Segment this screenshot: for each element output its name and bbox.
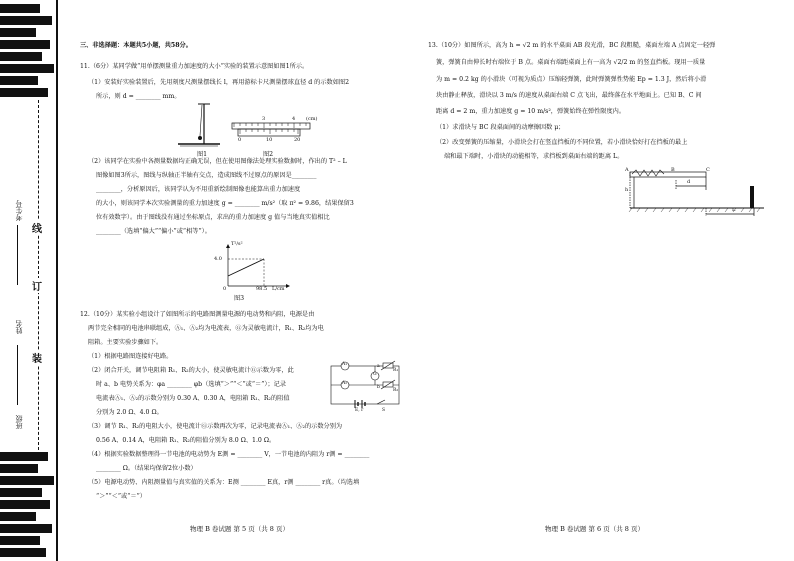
fig2-caption: 图2 (263, 151, 274, 158)
fig1-caption: 图1 (197, 151, 208, 158)
binding-stripe (0, 88, 48, 97)
node-a-label: a (377, 364, 380, 369)
caliper-unit: (cm) (306, 116, 318, 122)
height-h-label: h (625, 187, 629, 193)
point-a-label: A (625, 167, 629, 173)
table-spring-diagram (618, 164, 768, 226)
vernier-tick: 20 (294, 137, 301, 143)
resistor-r2-label: R₂ (393, 388, 399, 393)
q13-line: 距离 d = 2 m，重力加速度 g = 10 m/s²，弹簧始终在弹性限度内。 (436, 108, 626, 115)
binding-stripe (0, 76, 38, 85)
q11-line: 11.（6分）某同学做“用单摆测量重力加速度的大小”实验的装置示意图如图1所示。 (80, 63, 309, 70)
graph-y-value: 4.0 (214, 256, 222, 262)
node-b-label: b (377, 385, 380, 390)
binding-stripe (0, 64, 54, 73)
blank-line (17, 225, 18, 285)
point-c-label: C (706, 167, 710, 173)
binding-stripe (0, 500, 50, 509)
q12-line: 两节完全相同的电池串联组成，Ⓐ₁、Ⓐ₂均为电流表，Ⓖ为灵敏电流计，R₁、R₂均为电 (88, 325, 324, 332)
caliper-tick: 4 (292, 116, 296, 122)
caliper-tick: 3 (262, 116, 266, 122)
q12-line: （5）电源电动势、内阻测量值与真实值的关系为：E测 ________ E真，r测 ________ r真。（均选填 (88, 479, 360, 486)
q12-line: 时 a、b 电势关系为：φa ________ φb（选填“＞”“＜”或“＝”）；记录 (96, 381, 287, 388)
q13-line: （2）改变弹簧的压缩量，小滑块会打在竖直挡板的不同位置，若小滑块恰好打在挡板的最上 (436, 139, 688, 146)
binding-stripe (0, 488, 42, 497)
q11-line: 位有效数字）。由于图线没有通过坐标原点，求出的重力加速度 g 值与当地真实值相比 (96, 214, 330, 221)
graph-origin: 0 (223, 286, 227, 292)
distance-d-label: d (687, 179, 691, 185)
q11-line: （1）安装好实验装置后，先用刻度尺测量摆线长 l，再用游标卡尺测量摆球直径 d 的示数如图2 (88, 79, 350, 86)
q12-line: ________ Ω。（结果均保留2位小数） (96, 465, 197, 472)
q12-line: 电流表Ⓐ₁、Ⓐ₂的示数分别为 0.30 A、0.30 A，电阻箱 R₁、R₂的阻值 (96, 395, 290, 402)
page-footer-left: 物理 B 卷试题 第 5 页（共 8 页） (190, 525, 290, 533)
q12-line: 分别为 2.0 Ω、4.0 Ω。 (96, 409, 163, 416)
binding-stripe (0, 512, 36, 521)
q12-line: （1）根据电路图连接好电路。 (88, 353, 173, 360)
point-b-label: B (671, 167, 675, 173)
blank-line (17, 345, 18, 405)
ammeter-a2-label: A₂ (342, 381, 348, 386)
q11-line: 的大小，则该同学本次实验测量的重力加速度 g = ________ m/s²（取 π² = 9.86，结果保留3 (96, 200, 354, 207)
binding-stripe (0, 464, 38, 473)
q12-line: （4）根据实验数据整理得一节电池的电动势为 E测 = ________ V，一节电池的内阻为 r测 = ________ (88, 451, 370, 458)
graph-ylabel: T²/s² (231, 241, 243, 247)
q12-line: “＞”“＜”或“＝”） (96, 493, 146, 500)
q11-line: （2）该同学在实验中各测量数据均正确无误，但在使用图像法处理实验数据时，作出的 T² – L (88, 158, 347, 165)
binding-stripe (0, 524, 52, 533)
zhuang-char: 装 (32, 350, 42, 365)
binding-stripe (0, 4, 40, 13)
binding-stripe (0, 548, 46, 557)
section-heading: 三、非选择题：本题共5小题，共58分。 (80, 42, 192, 49)
vernier-tick: 10 (266, 137, 273, 143)
q13-line: 块由静止释放，滑块以 3 m/s 的速度从桌面右端 C 点飞出，最终落在水平地面上。已知 B、C 间 (436, 92, 702, 99)
pendulum-figure (170, 100, 230, 152)
binding-margin (0, 0, 58, 561)
binding-stripe (0, 476, 54, 485)
vernier-tick: 0 (238, 137, 242, 143)
ding-char: 订 (32, 278, 42, 293)
binding-stripe (0, 16, 52, 25)
q11-line: ________（选填“偏大”“偏小”或“相等”）。 (96, 228, 211, 235)
fig3-caption: 图3 (234, 295, 245, 302)
q12-line: （3）调节 R₁、R₂的电阻大小，使电流计Ⓖ示数再次为零，记录电流表Ⓐ₁、Ⓐ₂的示数分别为 (88, 423, 343, 430)
binding-stripe (0, 452, 48, 461)
kaosheng-label: 考生号 (15, 200, 23, 221)
cut-line (38, 100, 39, 450)
q11-line: 图像如图3所示，图线与纵轴正半轴有交点，造成图线不过原点的原因是________ (96, 172, 317, 179)
q12-line: （2）闭合开关，调节电阻箱 R₁、R₂的大小，使灵敏电流计Ⓖ示数为零，此 (88, 367, 294, 374)
graph-xlabel: L/cm (272, 286, 285, 292)
binding-stripe (0, 40, 50, 49)
q13-line: 13.（10分）如图所示，高为 h = √2 m 的水平桌面 AB 段光滑，BC 段粗糙，桌面左端 A 点固定一轻弹 (428, 42, 716, 49)
q13-line: 为 m = 0.2 kg 的小滑块（可视为质点）压缩轻弹簧，此时弹簧弹性势能 Ep = 1.3 J，然后将小滑 (436, 76, 707, 83)
q11-line: 所示，则 d = ________ mm。 (96, 93, 181, 100)
graph-x-value: 98.5 (256, 286, 268, 292)
q12-line: 12.（10分）某实验小组设计了如图所示的电路图测量电源的电动势和内阻，电源是由 (80, 311, 315, 318)
q11-line: ________，分析原因后，该同学认为不用重新绘制图像也能算出重力加速度 (96, 186, 301, 193)
q13-line: 簧，弹簧自由伸长时右端位于 B 点。桌面右端距桌面上有一高为 √2/2 m 的竖直挡板。现用一质量 (436, 59, 706, 66)
caliper-figure (228, 116, 318, 150)
xian-char: 线 (32, 220, 42, 235)
banji-label: 班级 (15, 415, 23, 429)
t2-l-graph (214, 242, 294, 292)
distance-l-label: L (732, 207, 736, 213)
xingming-label: 姓名 (15, 320, 23, 334)
galvanometer-label: G (373, 372, 377, 377)
q12-line: 阻箱。主要实验步骤如下。 (88, 339, 163, 346)
binding-edge (56, 0, 58, 561)
binding-stripe (0, 28, 36, 37)
q13-line: （1）求滑块与 BC 段桌面间的动摩擦因数 μ； (436, 124, 565, 131)
battery-label: E, r (355, 408, 364, 413)
q12-line: 0.56 A、0.14 A，电阻箱 R₁、R₂的阻值分别为 8.0 Ω、1.0 Ω。 (96, 437, 276, 444)
resistor-r1-label: R₁ (393, 368, 399, 373)
ammeter-a1-label: A₁ (342, 362, 348, 367)
page-footer-right: 物理 B 卷试题 第 6 页（共 8 页） (545, 525, 645, 533)
switch-label: S (382, 408, 386, 413)
binding-stripe (0, 536, 40, 545)
binding-stripe (0, 52, 42, 61)
q13-line: 端和最下端时，小滑块的动能相等，求挡板到桌面右端的距离 L。 (444, 153, 624, 160)
